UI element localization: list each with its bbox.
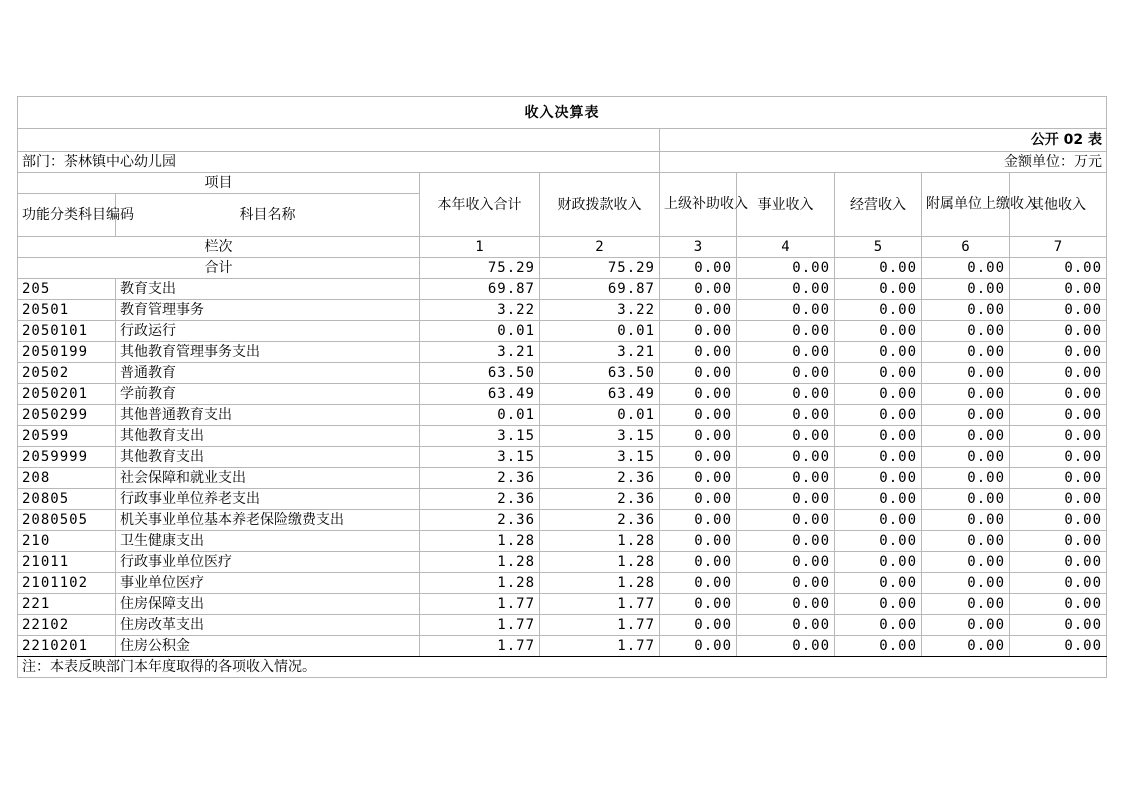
row-amount: 0.00 [835,468,922,489]
row-subject-name: 住房保障支出 [116,594,420,615]
table-row [18,573,1107,594]
row-amount: 1.77 [420,594,540,615]
row-code: 20805 [18,489,116,510]
row-amount: 69.87 [420,279,540,300]
row-amount: 0.00 [1010,510,1107,531]
table-row [18,531,1107,552]
form-code: 公开 02 表 [660,129,1107,152]
header-fiscal: 财政拨款收入 [540,173,660,237]
row-amount: 2.36 [540,489,660,510]
row-amount: 0.00 [660,426,737,447]
row-amount: 0.00 [922,573,1010,594]
row-amount: 0.00 [835,447,922,468]
row-subject-name: 住房改革支出 [116,615,420,636]
column-number: 1 [420,237,540,258]
row-subject-name: 机关事业单位基本养老保险缴费支出 [116,510,420,531]
row-amount: 0.00 [737,279,835,300]
row-amount: 0.00 [660,447,737,468]
row-amount: 0.00 [922,363,1010,384]
row-amount: 0.00 [737,384,835,405]
row-subject-name: 学前教育 [116,384,420,405]
total-label: 合计 [18,258,420,279]
row-amount: 0.00 [1010,636,1107,657]
row-amount: 0.00 [1010,552,1107,573]
row-amount: 0.00 [835,321,922,342]
row-code: 2080505 [18,510,116,531]
income-final-accounts-sheet [17,96,1106,678]
row-code: 205 [18,279,116,300]
row-amount: 0.00 [835,342,922,363]
row-amount: 0.00 [737,342,835,363]
row-amount: 1.28 [420,531,540,552]
row-amount: 0.00 [835,384,922,405]
table-row [18,552,1107,573]
table-row [18,426,1107,447]
row-amount: 2.36 [420,510,540,531]
row-amount: 0.00 [737,615,835,636]
row-amount: 0.00 [660,468,737,489]
row-code: 20501 [18,300,116,321]
row-amount: 0.00 [660,384,737,405]
row-amount: 0.00 [1010,531,1107,552]
row-code: 2050299 [18,405,116,426]
header-affiliated: 附属单位上缴收入 [922,173,1010,237]
row-amount: 0.01 [420,405,540,426]
header-total-income: 本年收入合计 [420,173,540,237]
total-value: 0.00 [660,258,737,279]
row-amount: 0.00 [1010,342,1107,363]
column-number-row [18,237,1107,258]
row-amount: 0.00 [922,531,1010,552]
row-subject-name: 行政运行 [116,321,420,342]
row-amount: 69.87 [540,279,660,300]
row-amount: 2.36 [540,468,660,489]
row-amount: 0.00 [835,531,922,552]
row-amount: 0.00 [737,552,835,573]
row-subject-name: 行政事业单位医疗 [116,552,420,573]
row-amount: 0.00 [737,447,835,468]
column-number: 7 [1010,237,1107,258]
row-amount: 0.00 [835,279,922,300]
row-code: 21011 [18,552,116,573]
row-amount: 0.00 [835,510,922,531]
table-row [18,300,1107,321]
row-amount: 0.00 [835,363,922,384]
row-subject-name: 其他教育管理事务支出 [116,342,420,363]
table-row [18,363,1107,384]
code-row-blank [18,129,660,152]
row-amount: 0.00 [835,636,922,657]
table-row [18,636,1107,657]
row-amount: 0.00 [922,342,1010,363]
row-amount: 0.00 [835,426,922,447]
row-amount: 0.00 [660,552,737,573]
row-amount: 1.77 [420,636,540,657]
row-amount: 1.28 [540,573,660,594]
row-amount: 0.00 [835,300,922,321]
row-amount: 0.00 [1010,573,1107,594]
row-amount: 1.28 [420,552,540,573]
row-code: 2210201 [18,636,116,657]
row-amount: 0.00 [1010,279,1107,300]
row-subject-name: 卫生健康支出 [116,531,420,552]
row-amount: 0.00 [737,636,835,657]
amount-unit: 金额单位：万元 [660,152,1107,173]
row-amount: 0.01 [540,321,660,342]
column-number: 6 [922,237,1010,258]
row-subject-name: 其他教育支出 [116,447,420,468]
total-value: 0.00 [835,258,922,279]
row-code: 2050101 [18,321,116,342]
row-amount: 0.00 [660,636,737,657]
row-amount: 0.00 [922,552,1010,573]
row-amount: 0.00 [922,594,1010,615]
row-amount: 0.00 [922,510,1010,531]
row-code: 2101102 [18,573,116,594]
row-amount: 63.50 [420,363,540,384]
row-subject-name: 其他普通教育支出 [116,405,420,426]
row-subject-name: 住房公积金 [116,636,420,657]
column-number: 5 [835,237,922,258]
row-amount: 3.15 [540,426,660,447]
table-row [18,510,1107,531]
row-code: 20502 [18,363,116,384]
row-amount: 0.00 [1010,447,1107,468]
row-amount: 0.00 [737,300,835,321]
row-subject-name: 教育支出 [116,279,420,300]
row-amount: 0.00 [737,573,835,594]
row-amount: 0.00 [1010,384,1107,405]
income-table [17,96,1107,678]
total-row [18,258,1107,279]
header-operating: 经营收入 [835,173,922,237]
row-amount: 0.01 [420,321,540,342]
row-subject-name: 事业单位医疗 [116,573,420,594]
table-row [18,279,1107,300]
row-amount: 0.00 [922,468,1010,489]
row-amount: 0.00 [737,426,835,447]
row-amount: 0.00 [922,405,1010,426]
row-subject-name: 社会保障和就业支出 [116,468,420,489]
table-row [18,342,1107,363]
table-row [18,384,1107,405]
row-amount: 3.21 [540,342,660,363]
row-amount: 0.00 [835,405,922,426]
row-amount: 0.00 [1010,426,1107,447]
row-amount: 0.00 [835,594,922,615]
row-code: 2050199 [18,342,116,363]
row-amount: 0.00 [1010,594,1107,615]
row-amount: 0.00 [660,405,737,426]
row-amount: 0.00 [660,510,737,531]
row-amount: 0.00 [922,321,1010,342]
header-superior: 上级补助收入 [660,173,737,237]
row-code: 221 [18,594,116,615]
table-row [18,447,1107,468]
row-amount: 1.77 [540,594,660,615]
row-amount: 1.77 [540,615,660,636]
row-amount: 63.49 [540,384,660,405]
row-amount: 1.77 [540,636,660,657]
table-row [18,615,1107,636]
row-amount: 3.15 [420,426,540,447]
column-number: 2 [540,237,660,258]
row-amount: 0.00 [660,531,737,552]
total-value: 0.00 [922,258,1010,279]
row-amount: 0.00 [835,489,922,510]
table-title: 收入决算表 [18,97,1107,129]
row-amount: 1.28 [420,573,540,594]
row-amount: 0.00 [1010,405,1107,426]
row-amount: 0.00 [660,573,737,594]
table-note: 注：本表反映部门本年度取得的各项收入情况。 [18,657,1107,678]
row-subject-name: 其他教育支出 [116,426,420,447]
row-amount: 2.36 [420,489,540,510]
header-func-code: 功能分类科目编码 [18,194,116,237]
row-subject-name: 行政事业单位养老支出 [116,489,420,510]
row-amount: 0.00 [922,489,1010,510]
row-amount: 0.00 [660,594,737,615]
total-value: 75.29 [420,258,540,279]
row-amount: 0.00 [737,468,835,489]
row-amount: 3.15 [420,447,540,468]
total-value: 0.00 [737,258,835,279]
row-amount: 0.00 [737,531,835,552]
row-amount: 63.49 [420,384,540,405]
row-amount: 1.28 [540,552,660,573]
row-amount: 3.22 [540,300,660,321]
row-amount: 0.00 [660,363,737,384]
table-row [18,405,1107,426]
department-label: 部门：茶林镇中心幼儿园 [18,152,660,173]
table-row [18,489,1107,510]
row-code: 2059999 [18,447,116,468]
total-value: 0.00 [1010,258,1107,279]
row-amount: 0.00 [737,363,835,384]
row-amount: 0.00 [1010,468,1107,489]
row-amount: 0.00 [1010,300,1107,321]
row-amount: 0.00 [737,510,835,531]
row-amount: 3.15 [540,447,660,468]
row-amount: 0.00 [835,615,922,636]
row-subject-name: 教育管理事务 [116,300,420,321]
row-code: 210 [18,531,116,552]
row-amount: 0.00 [1010,321,1107,342]
row-code: 22102 [18,615,116,636]
column-number: 3 [660,237,737,258]
row-amount: 0.00 [1010,489,1107,510]
row-code: 2050201 [18,384,116,405]
row-amount: 0.00 [737,594,835,615]
row-amount: 0.00 [922,615,1010,636]
row-amount: 0.00 [660,300,737,321]
row-amount: 0.00 [660,489,737,510]
row-code: 208 [18,468,116,489]
total-value: 75.29 [540,258,660,279]
row-amount: 1.28 [540,531,660,552]
row-amount: 0.00 [660,321,737,342]
row-amount: 2.36 [420,468,540,489]
row-amount: 0.00 [922,300,1010,321]
header-item: 项目 [18,173,420,194]
header-business: 事业收入 [737,173,835,237]
table-row [18,468,1107,489]
row-code: 20599 [18,426,116,447]
row-subject-name: 普通教育 [116,363,420,384]
header-subject-name: 科目名称 [116,194,420,237]
row-amount: 3.22 [420,300,540,321]
row-amount: 1.77 [420,615,540,636]
table-row [18,321,1107,342]
row-amount: 0.00 [922,426,1010,447]
column-number-label: 栏次 [18,237,420,258]
row-amount: 0.00 [660,615,737,636]
row-amount: 0.00 [922,279,1010,300]
column-number: 4 [737,237,835,258]
row-amount: 0.01 [540,405,660,426]
row-amount: 0.00 [835,573,922,594]
row-amount: 3.21 [420,342,540,363]
row-amount: 2.36 [540,510,660,531]
header-other: 其他收入 [1010,173,1107,237]
table-row [18,594,1107,615]
row-amount: 0.00 [737,321,835,342]
row-amount: 0.00 [737,489,835,510]
row-amount: 0.00 [660,342,737,363]
row-amount: 0.00 [1010,363,1107,384]
row-amount: 63.50 [540,363,660,384]
row-amount: 0.00 [922,636,1010,657]
row-amount: 0.00 [922,384,1010,405]
row-amount: 0.00 [660,279,737,300]
row-amount: 0.00 [835,552,922,573]
row-amount: 0.00 [922,447,1010,468]
row-amount: 0.00 [1010,615,1107,636]
row-amount: 0.00 [737,405,835,426]
